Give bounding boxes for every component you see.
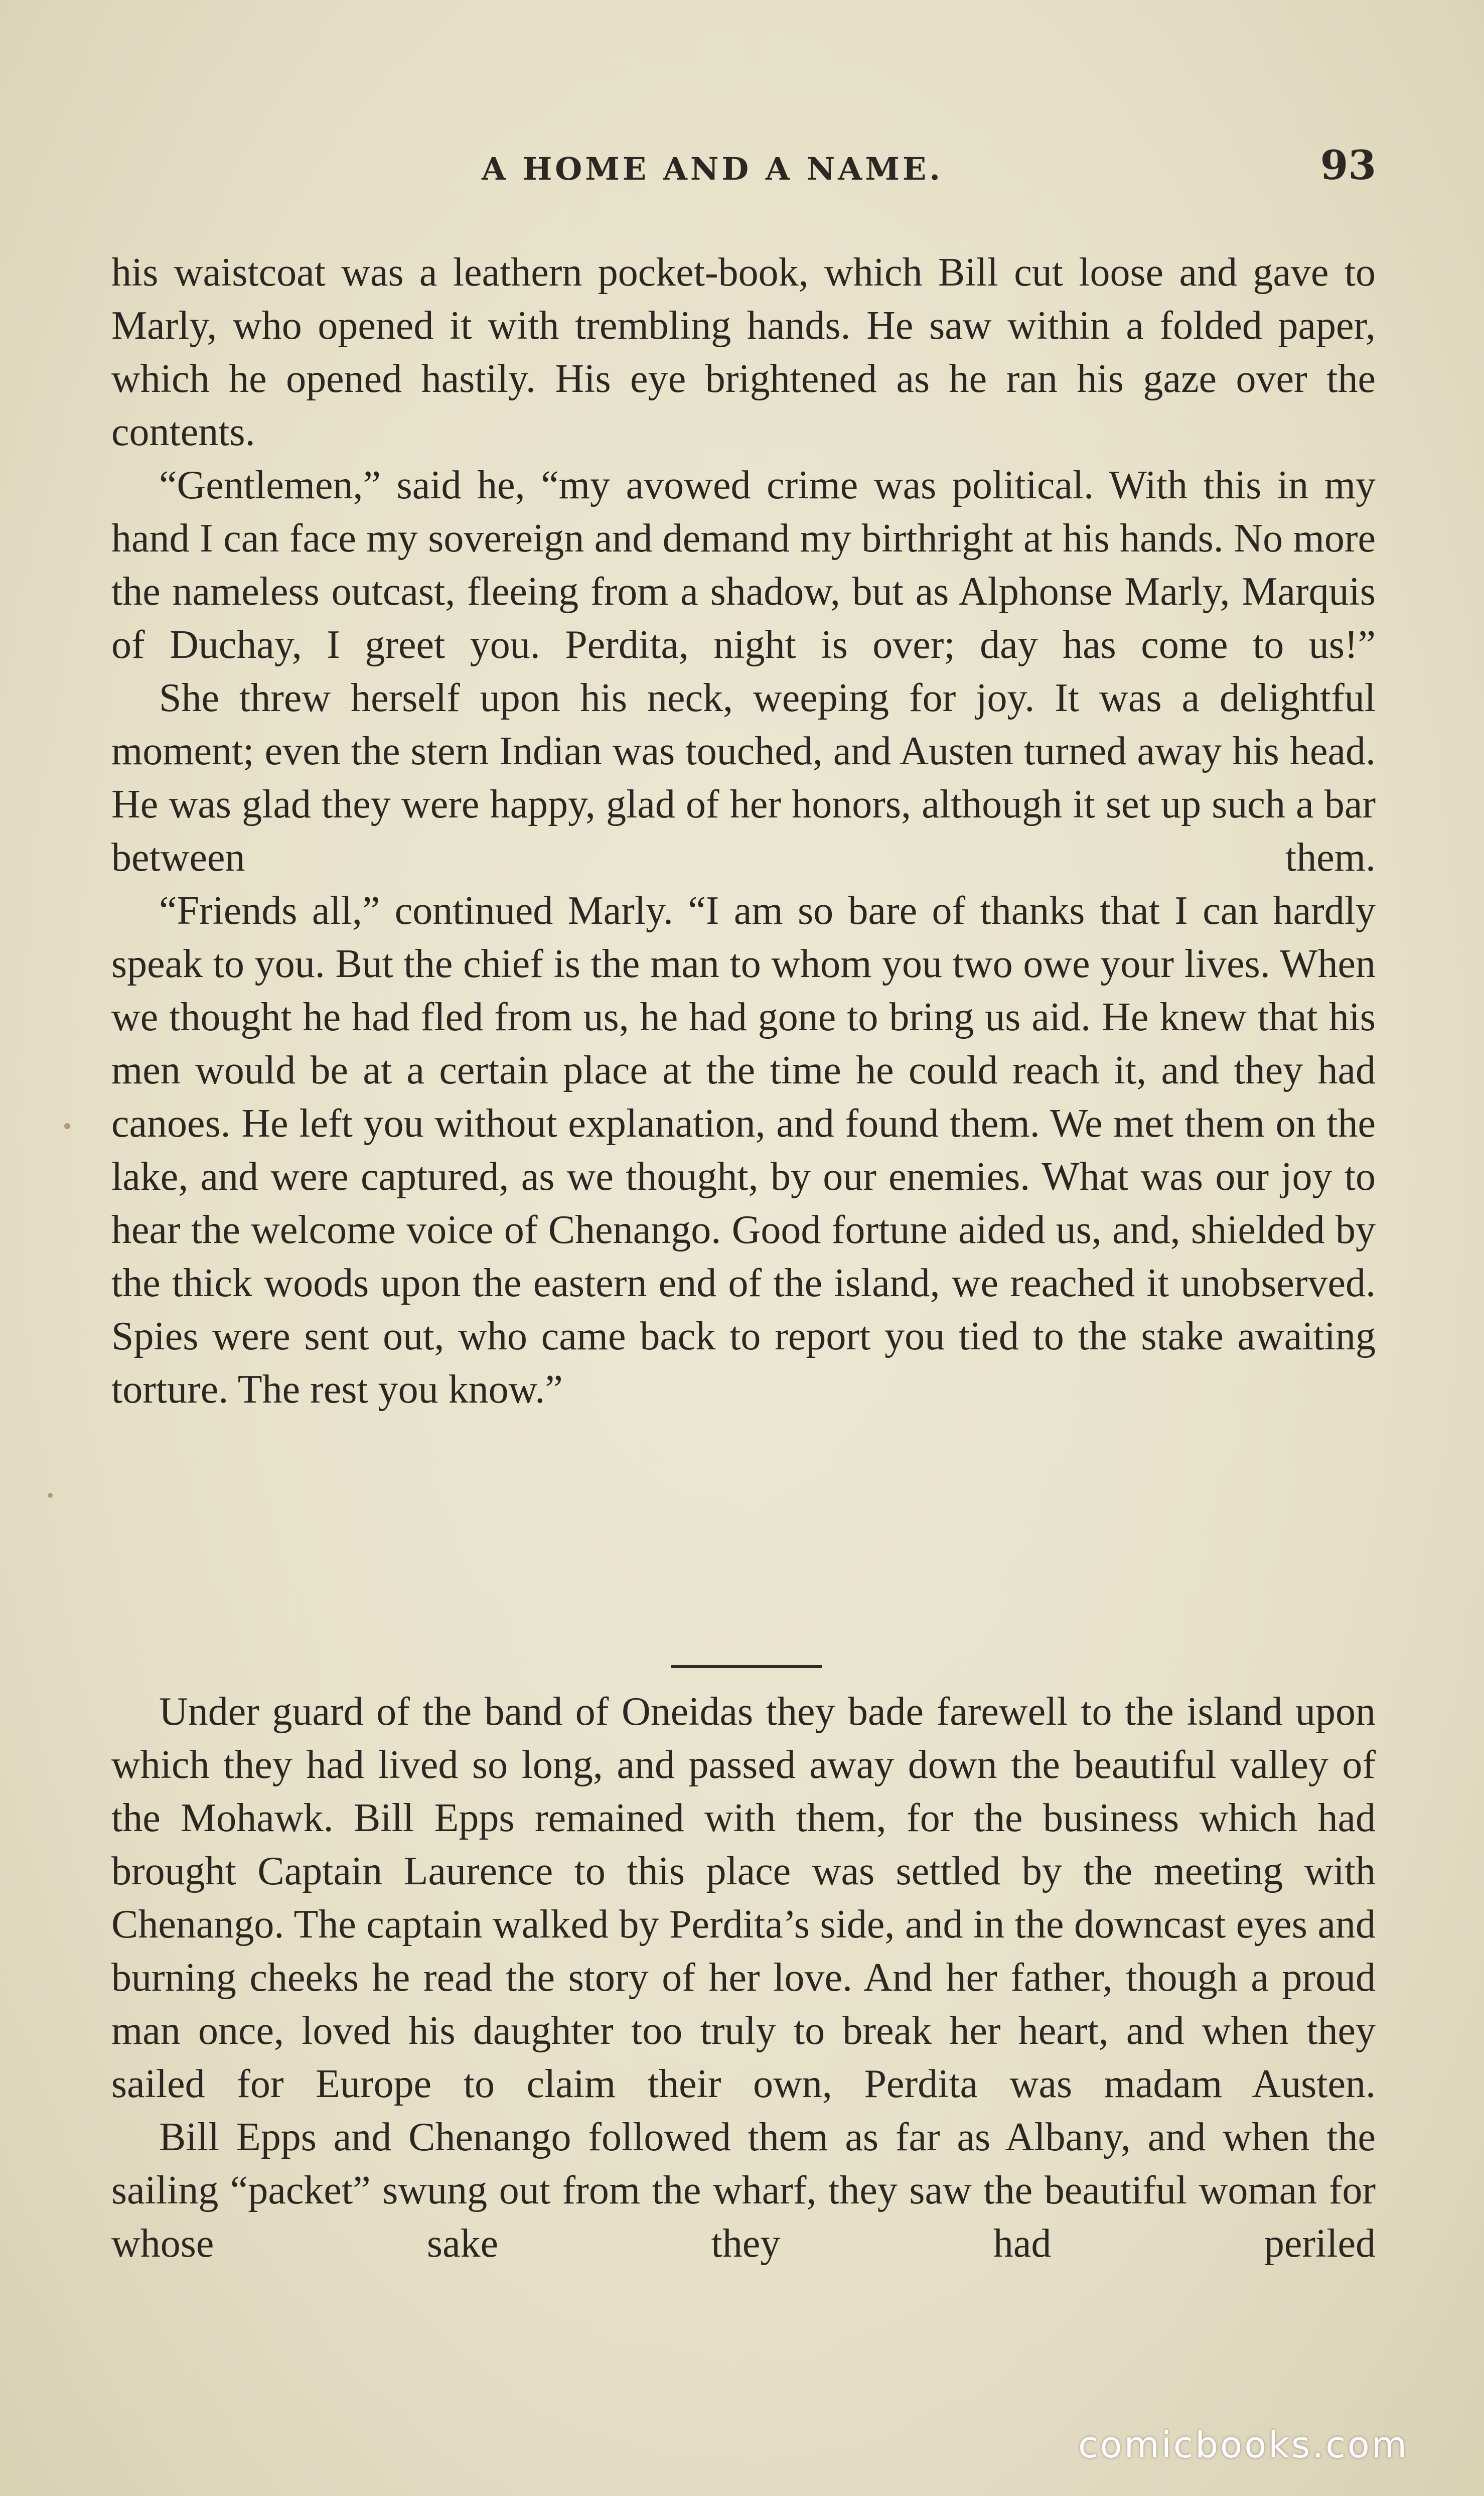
text-block-lower (111, 1685, 1376, 2270)
paragraph-perdita-joy: She threw herself upon his neck, weeping for joy. It was a delightful moment; even the stern Indian was touched, and Austen turned away his head. He was glad they were happy, glad of her honors, although it set up such a bar between them. (111, 676, 1376, 880)
page-number: 93 (1320, 142, 1376, 189)
section-break-rule (671, 1665, 822, 1668)
paper-speck (64, 1123, 70, 1129)
paragraph-marly-speech: “Gentlemen,” said he, “my avowed crime was political. With this in my hand I can face my sovereign and demand my birthright at his hands. No more the nameless outcast, fleeing from a shadow, but as Alphonse Marly, Marquis of Duchay, I greet you. Perdita, night is over; day has come to us!” (111, 463, 1376, 667)
running-head-title: A HOME AND A NAME. (482, 151, 943, 187)
text-block-upper (111, 246, 1376, 1416)
paragraph-friends-all: “Friends all,” continued Marly. “I am so bare of thanks that I can hardly speak to you. But the chief is the man to whom you two owe your lives. When we thought he had fled from us, he had gone to bring us aid. He knew that his men would be at a certain place at the time he could reach it, and they had canoes. He left you without explanation, and found them. We met them on the lake, and were captured, as we thought, by our enemies. What was our joy to hear the welcome voice of Chenango. Good fortune aided us, and, shielded by the thick woods upon the eastern end of the island, we reached it unobserved. Spies were sent out, who came back to report you tied to the stake awaiting torture. The rest you know.” (111, 889, 1376, 1412)
watermark-text: comicbooks.com (1078, 2424, 1409, 2466)
paper-speck (48, 1493, 53, 1498)
paragraph-under-guard: Under guard of the band of Oneidas they bade farewell to the island upon which they had lived so long, and passed away down the beautiful valley of the Mohawk. Bill Epps remained with them, for the business which had brought Captain Laurence to this place was settled by the meeting with Chenango. The captain walked by Perdita’s side, and in the downcast eyes and burning cheeks he read the story of her love. And her father, though a proud man once, loved his daughter too truly to break her heart, and when they sailed for Europe to claim their own, Perdita was madam Austen. (111, 1690, 1376, 2106)
paragraph-continuation: his waistcoat was a leathern pocket-book, which Bill cut loose and gave to Marly, who opened it with trembling hands. He saw within a folded paper, which he opened hastily. His eye brightened as he ran his gaze over the contents. (111, 250, 1376, 454)
paragraph-bill-epps: Bill Epps and Chenango followed them as far as Albany, and when the sailing “packet” swung out from the wharf, they saw the beautiful woman for whose sake they had periled (111, 2115, 1376, 2266)
